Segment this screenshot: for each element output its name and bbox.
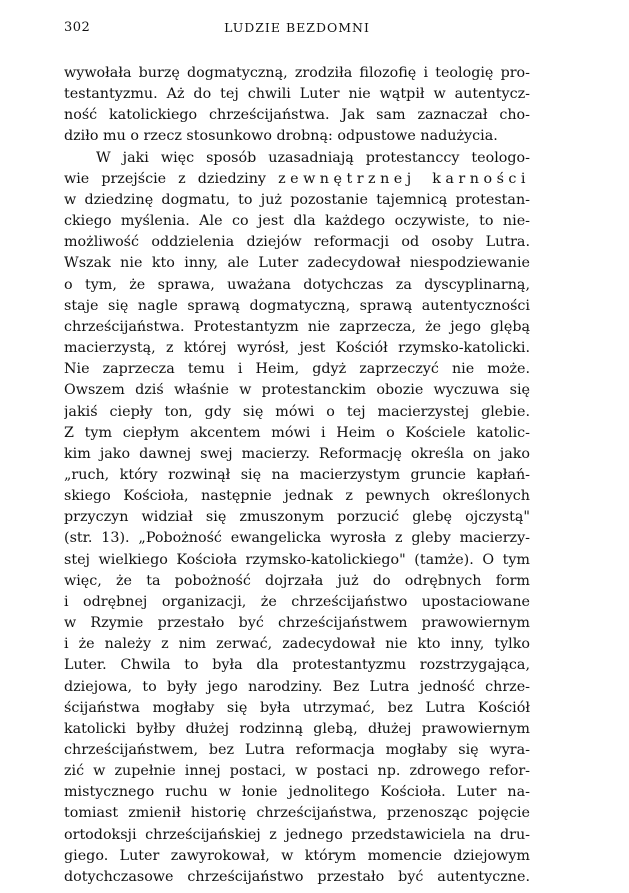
- text-line: macierzystą, z której wyrósł, jest Kościół rzymsko-katolicki.: [64, 340, 530, 357]
- page-number: 302: [64, 20, 91, 35]
- text-line: możliwość oddzielenia dziejów reformacji od osoby Lutra.: [64, 234, 530, 251]
- text-line: skiego Kościoła, następnie jednak z pewnych określonych: [64, 488, 530, 505]
- text-line: stej wielkiego Kościoła rzymsko-katolickiego" (tamże). O tym: [64, 551, 530, 568]
- text-line: tomiast zmienił historię chrześcijaństwa, przenosząc pojęcie: [64, 805, 530, 822]
- text-line-emphasis: [64, 169, 530, 190]
- text-line: ortodoksji chrześcijańskiej z jednego przedstawiciela na dru-: [64, 826, 530, 843]
- text-line: chrześcijaństwa. Protestantyzm nie zaprzecza, że jego glębą: [64, 318, 530, 335]
- text-line: wywołała burzę dogmatyczną, zrodziła filozofię i teologię pro-: [64, 65, 530, 81]
- text-line: w dziedzinę dogmatu, to już pozostanie tajemnicą protestan-: [64, 191, 530, 208]
- text-line: jakiś ciepły ton, gdy się mówi o tej macierzystej glebie.: [64, 403, 530, 420]
- text-line: dotychczasowe chrześcijaństwo przestało być autentyczne.: [64, 868, 530, 885]
- page-header: [64, 20, 530, 40]
- text-line: ścijaństwa mogłaby się była utrzymać, bez Lutra Kościół: [64, 699, 530, 716]
- text-line: mistycznego ruchu w łonie jednolitego Kościoła. Luter na-: [64, 784, 530, 801]
- emphasized-text: zewnętrznej karności: [278, 170, 530, 187]
- text-line: zić w zupełnie innej postaci, w postaci np. zdrowego refor-: [64, 763, 530, 780]
- text-line: ność katolickiego chrześcijaństwa. Jak sam zaznaczał cho-: [64, 107, 530, 124]
- text-line: W jaki więc sposób uzasadniają protestanccy teologo-: [96, 149, 530, 166]
- text-line: dziło mu o rzecz stosunkowo drobną: odpustowe nadużycia.: [64, 128, 498, 145]
- body-text: [64, 63, 530, 888]
- text-line: Nie zaprzecza temu i Heim, gdyż zaprzeczyć nie może.: [64, 361, 530, 378]
- text-line: o tym, że sprawa, uważana dotychczas za dyscyplinarną,: [64, 276, 530, 293]
- text-line: i że należy z nim zerwać, zadecydował nie kto inny, tylko: [64, 636, 530, 653]
- text-line: Wszak nie kto inny, ale Luter zadecydował niespodziewanie: [64, 255, 530, 272]
- text-line: (str. 13). „Pobożność ewangelicka wyrosła z gleby macierzy-: [64, 530, 530, 547]
- text-segment: wie przejście z dziedziny: [64, 170, 279, 187]
- text-line: giego. Luter zawyrokował, w którym momencie dziejowym: [64, 847, 530, 864]
- text-line: więc, że ta pobożność dojrzała już do odrębnych form: [64, 572, 530, 589]
- text-line: „ruch, który rozwinął się na macierzystym gruncie kapłań-: [64, 466, 530, 483]
- text-line: w Rzymie przestało być chrześcijaństwem prawowiernym: [64, 615, 530, 632]
- running-head: LUDZIE BEZDOMNI: [224, 20, 370, 35]
- text-line: Luter. Chwila to była dla protestantyzmu rozstrzygająca,: [64, 657, 530, 674]
- text-line: ckiego myślenia. Ale co jest dla każdego oczywiste, to nie-: [64, 213, 530, 230]
- text-line: kim jako dawnej swej macierzy. Reformację określa on jako: [64, 445, 530, 462]
- text-line: i odrębnej organizacji, że chrześcijaństwo upostaciowane: [64, 593, 530, 610]
- text-line: Owszem dziś właśnie w protestanckim obozie wyczuwa się: [64, 382, 530, 399]
- text-line: katolicki byłby dłużej rodzinną glebą, dłużej prawowiernym: [64, 720, 530, 737]
- text-line: testantyzmu. Aż do tej chwili Luter nie wątpił w autentycz-: [64, 86, 530, 103]
- text-line: Z tym ciepłym akcentem mówi i Heim o Kościele katolic-: [64, 424, 530, 441]
- text-line: staje się nagle sprawą dogmatyczną, sprawą autentyczności: [64, 297, 530, 314]
- text-line: chrześcijaństwem, bez Lutra reformacja mogłaby się wyra-: [64, 742, 530, 758]
- text-line: przyczyn widział się zmuszonym porzucić glebę ojczystą": [64, 509, 530, 526]
- text-line: dziejowa, to były jego narodziny. Bez Lutra jedność chrze-: [64, 678, 530, 695]
